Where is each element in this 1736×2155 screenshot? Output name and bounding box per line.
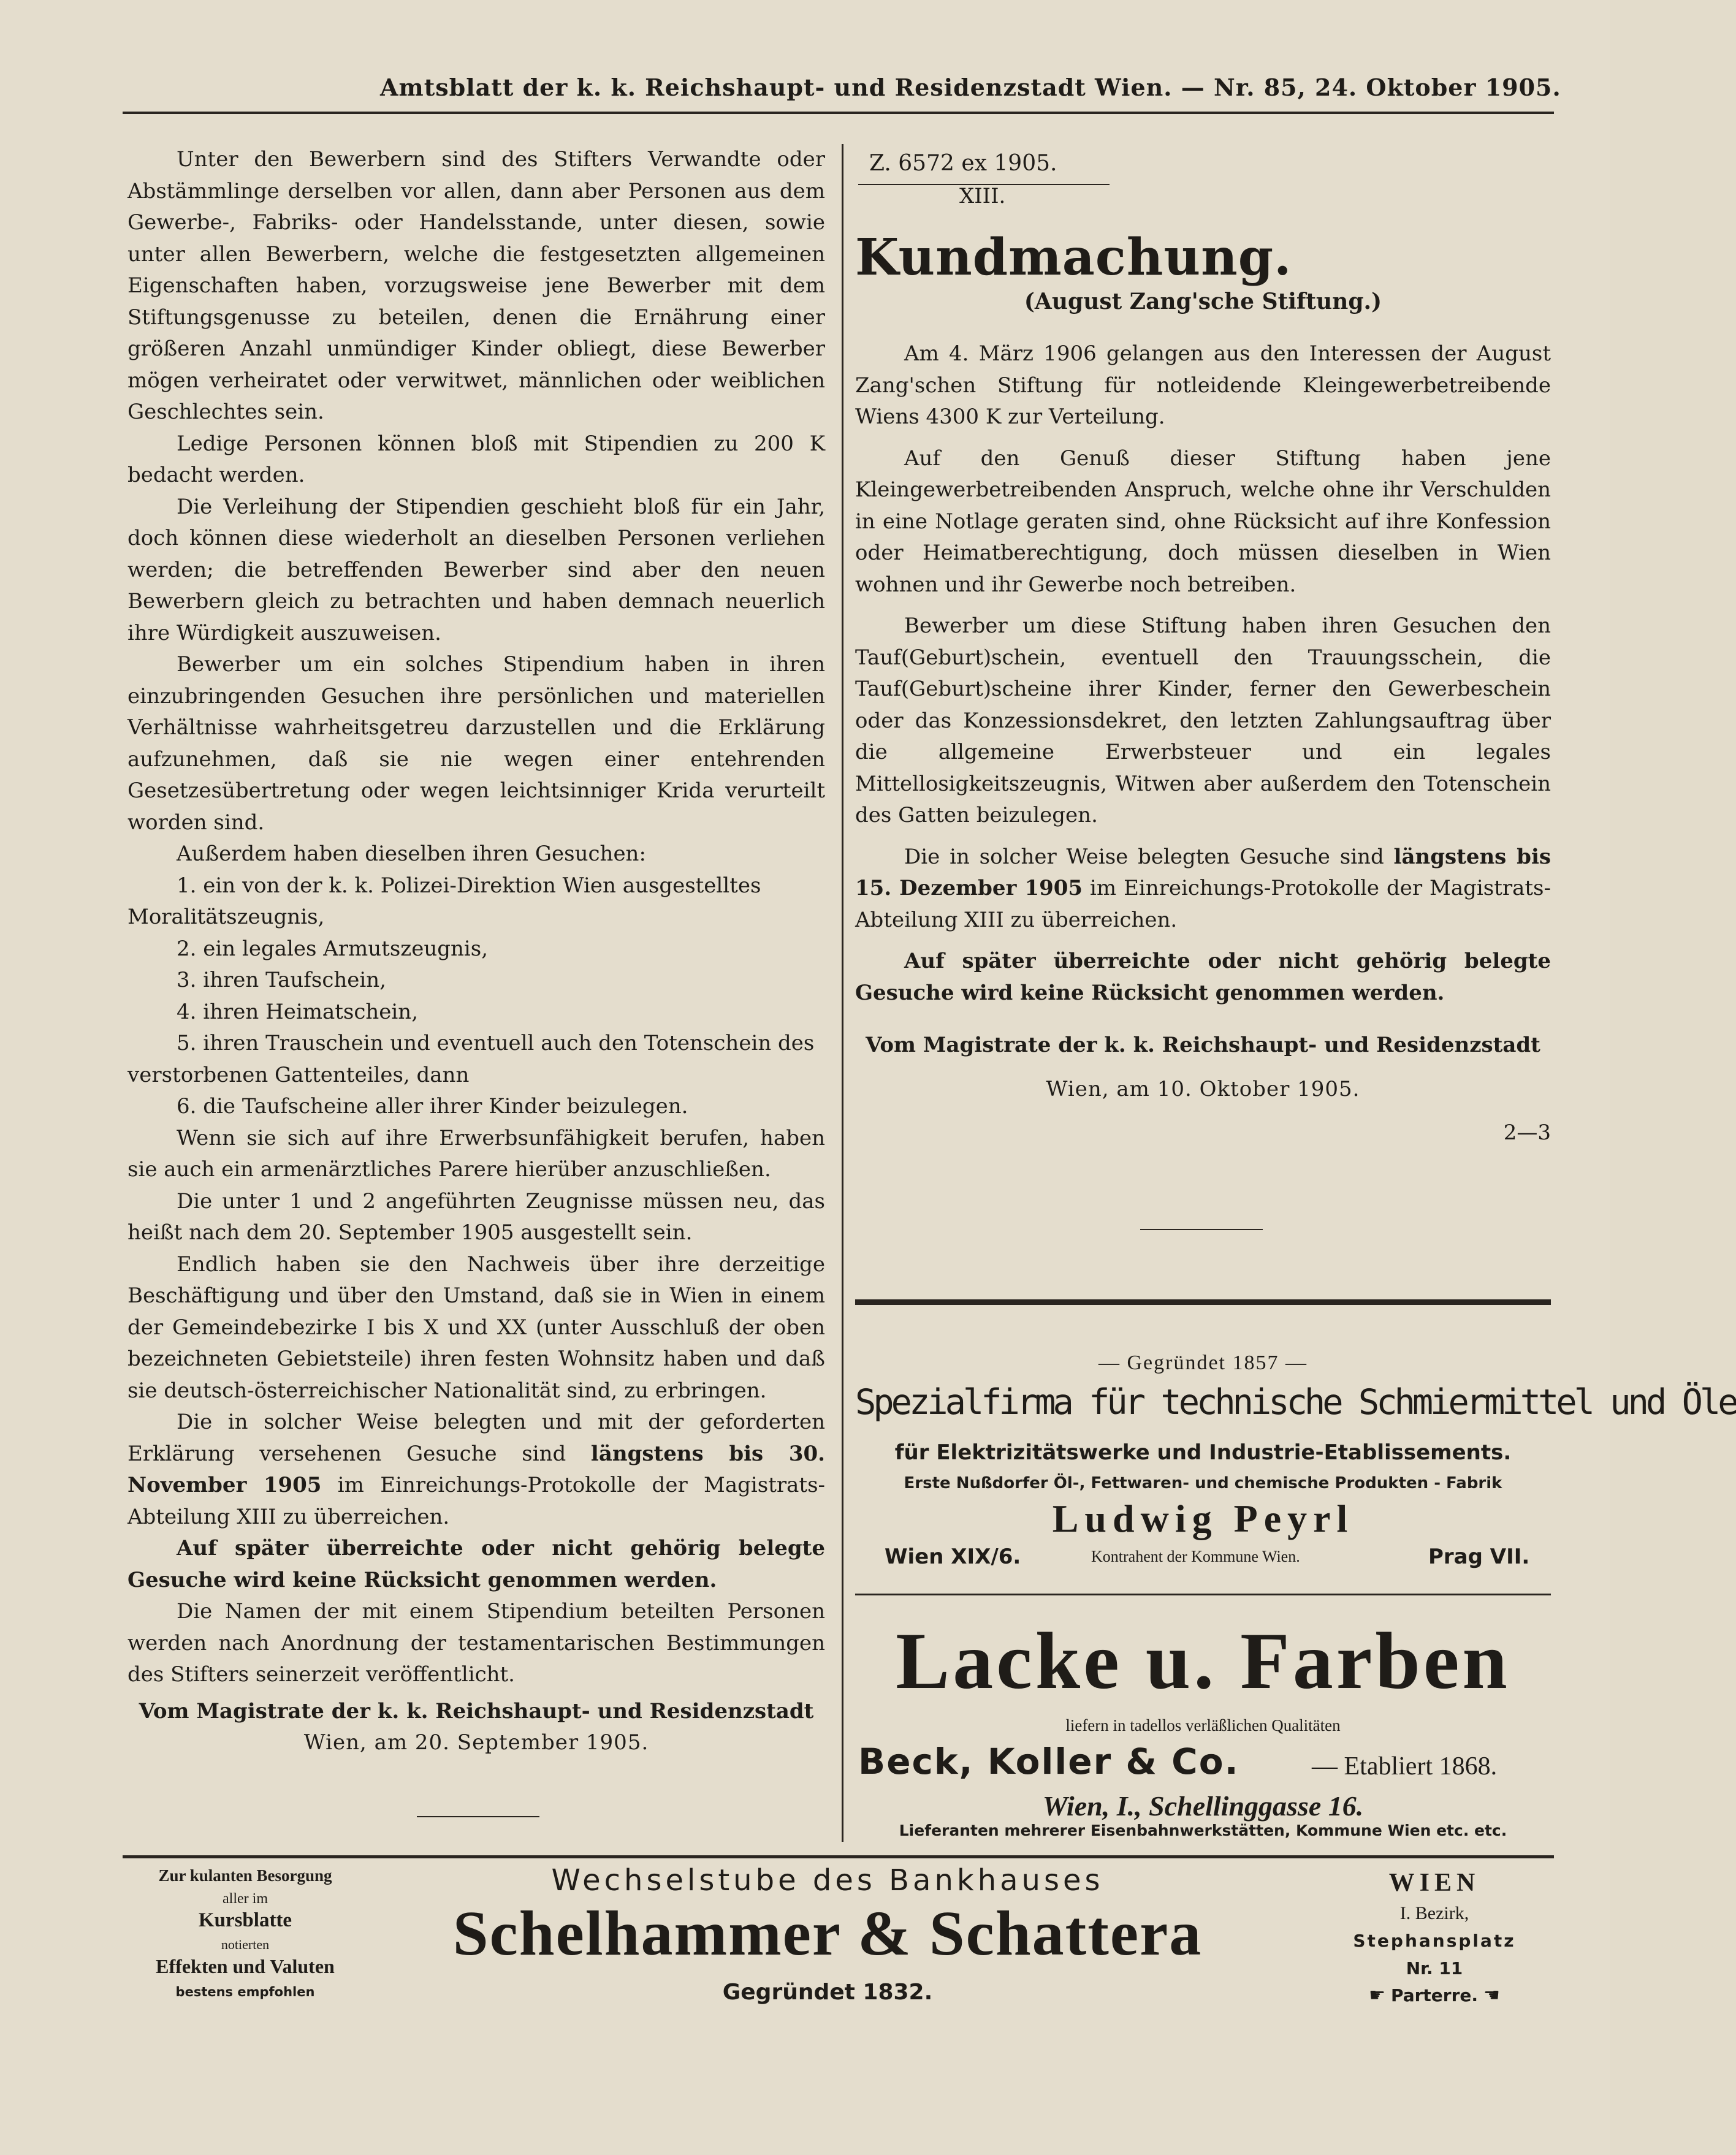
right-deadline-date: längstens bis 15. Dezember 1905 [855, 844, 1551, 900]
ad1-company-line: Erste Nußdorfer Öl-, Fettwaren- und chemische Produkten - Fabrik [904, 1474, 1502, 1492]
ad3-left-line6: bestens empfohlen [175, 1985, 315, 1999]
ad2-established: — Etabliert 1868. [1312, 1752, 1498, 1781]
deadline-text: Die in solcher Weise belegten und mit der geforderten Erklärung versehenen Gesuche sind [128, 1410, 825, 1466]
ad2-headline: Lacke u. Farben [896, 1616, 1510, 1706]
left-paragraph: Endlich haben sie den Nachweis über ihre derzeitige Beschäftigung und über den Umstand, daß sie in Wien in einem der Gemeindebezirke I bis X und XX (unter Ausschluß der oben bezeichneten Gebietsteile) ihren festen Wohnsitz haben und daß sie deutsch-österreichischer Nationalität sind, zu erbringen. [128, 1252, 825, 1403]
left-column [128, 144, 825, 1759]
deadline-text-end: im Einreichungs-Protokolle der Magistrats-Abteilung XIII zu überreichen. [128, 1473, 826, 1529]
pointing-hand-icon: ☚ [1483, 1985, 1500, 2006]
ad3-left-line2: aller im [223, 1891, 268, 1907]
right-paragraph: Bewerber um diese Stiftung haben ihren Gesuchen den Tauf(Geburt)schein, eventuell den Trauungsschein, die Tauf(Geburt)scheine ihrer Kinder, ferner den Gewerbeschein oder das Konzessionsdekret, den letzten Zahlungsauftrag über die allgemeine Erwerbsteuer und ein legales Mittellosigkeitszeugnis, Witwen aber außerdem den Totenschein des Gatten beizulegen. [855, 614, 1551, 827]
ad1-name: Ludwig Peyrl [1052, 1497, 1354, 1540]
ad-section-rule [855, 1299, 1551, 1305]
left-end-rule [417, 1816, 539, 1817]
ad2-company: Beck, Koller & Co. [858, 1741, 1239, 1782]
reference-number: Z. 6572 ex 1905. [869, 151, 1057, 176]
ad2-address: Wien, I., Schellinggasse 16. [1042, 1790, 1364, 1822]
magistrate-signature: Vom Magistrate der k. k. Reichshaupt- und Residenzstadt [139, 1698, 814, 1724]
left-paragraph: Die Namen der mit einem Stipendium beteilten Personen werden nach Anordnung der testamentarischen Bestimmungen des Stifters seinerzeit veröffentlicht. [128, 1599, 825, 1687]
list-item: 6. die Taufscheine aller ihrer Kinder beizulegen. [177, 1094, 688, 1119]
ad3-right-line2: I. Bezirk, [1399, 1903, 1469, 1923]
right-deadline-text: Die in solcher Weise belegten Gesuche sind [904, 844, 1394, 869]
left-paragraph: Bewerber um ein solches Stipendium haben in ihren einzubringenden Gesuchen ihre persönlichen und materiellen Verhältnisse wahrheitsgetreu darzustellen und die Erklärung aufzunehmen, daß sie nie wegen einer entehrenden Gesetzesübertretung oder wegen leichtsinniger Krida verurteilt worden sind. [128, 652, 825, 835]
ad1-location-right: Prag VII. [1428, 1545, 1530, 1569]
ad3-left-line5: Effekten und Valuten [156, 1955, 335, 1977]
ad2-subline: liefern in tadellos verläßlichen Qualitäten [1065, 1716, 1341, 1735]
ad3-right-line3: Stephansplatz [1353, 1931, 1516, 1951]
ad1-location-left: Wien XIX/6. [885, 1545, 1021, 1569]
left-date: Wien, am 20. September 1905. [303, 1730, 649, 1755]
ad3-top-line: Wechselstube des Bankhauses [551, 1863, 1104, 1898]
document-list [128, 870, 825, 1123]
right-paragraph: Auf den Genuß dieser Stiftung haben jene Kleingewerbetreibenden Anspruch, welche ohne ihr Verschulden in eine Notlage geraten sind, ohne Rücksicht auf ihre Konfession oder Heimatberechtigung, doch müssen dieselben in Wien wohnen und ihr Gewerbe noch betreiben. [855, 446, 1551, 597]
page-header: Amtsblatt der k. k. Reichshaupt- und Residenzstadt Wien. — Nr. 85, 24. Oktober 1905. [380, 74, 1561, 101]
left-paragraph: Ledige Personen können bloß mit Stipendien zu 200 K bedacht werden. [128, 431, 825, 487]
right-paragraph: Am 4. März 1906 gelangen aus den Interessen der August Zang'schen Stiftung für notleidende Kleingewerbetreibende Wiens 4300 K zur Verteilung. [855, 341, 1551, 429]
pointing-hand-icon: ☛ [1369, 1985, 1386, 2006]
right-deadline-text-end: im Einreichungs-Protokolle der Magistrats-Abteilung XIII zu überreichen. [855, 876, 1551, 932]
ad1-rule [855, 1594, 1551, 1595]
notice-title: Kundmachung. [855, 228, 1292, 287]
deadline-paragraph [128, 1407, 825, 1533]
ad1-founded: — Gegründet 1857 — [1098, 1351, 1308, 1374]
left-paragraph: Die unter 1 und 2 angeführten Zeugnisse müssen neu, das heißt nach dem 20. September 1905 ausgestellt sein. [128, 1188, 825, 1245]
ad3-founded: Gegründet 1832. [722, 1980, 933, 2005]
header-rule [123, 112, 1554, 114]
left-paragraph: Wenn sie sich auf ihre Erwerbsunfähigkeit berufen, haben sie auch ein armenärztliches Parere hierüber anzuschließen. [128, 1125, 825, 1182]
column-divider [842, 144, 843, 1842]
list-item: 5. ihren Trauschein und eventuell auch den Totenschein des verstorbenen Gattenteiles, dann [128, 1031, 815, 1087]
ad1-subline: für Elektrizitätswerke und Industrie-Etablissements. [894, 1440, 1512, 1465]
ad1-headline: Spezialfirma für technische Schmiermittel und Öle [855, 1382, 1736, 1423]
warning-text: Auf später überreichte oder nicht gehörig belegte Gesuche wird keine Rücksicht genommen werden. [128, 1536, 825, 1592]
bottom-rule-top [123, 1855, 1554, 1858]
ad3-right-line4: Nr. 11 [1406, 1958, 1463, 1978]
right-warning-text: Auf später überreichte oder nicht gehörig belegte Gesuche wird keine Rücksicht genommen werden. [855, 949, 1551, 1005]
left-paragraph: Unter den Bewerbern sind des Stifters Verwandte oder Abstämmlinge derselben vor allen, dann aber Personen aus dem Gewerbe-, Fabriks- oder Handelsstande, unter diesen, sowie unter allen Bewerbern, welche die festgesetzten allgemeinen Eigenschaften haben, vorzugsweise jene Bewerber mit dem Stiftungsgenusse zu beteilen, denen die Ernährung einer größeren Anzahl unmündiger Kinder obliegt, diese Bewerber mögen verheiratet oder verwitwet, männlichen oder weiblichen Geschlechtes sein. [128, 147, 825, 424]
right-deadline-paragraph [855, 842, 1551, 937]
department: XIII. [959, 184, 1006, 208]
ad3-left-line4: notierten [221, 1937, 270, 1952]
ad1-contractor: Kontrahent der Kommune Wien. [1091, 1548, 1300, 1565]
notice-number: 2—3 [1503, 1120, 1551, 1145]
list-item: 3. ihren Taufschein, [177, 968, 386, 992]
left-paragraph: Die Verleihung der Stipendien geschieht bloß für ein Jahr, doch können diese wiederholt an dieselben Personen verliehen werden; die betreffenden Bewerber sind aber den neuen Bewerbern gleich zu betrachten und haben demnach neuerlich ihre Würdigkeit auszuweisen. [128, 494, 825, 645]
ad3-right-line5: Parterre. [1390, 1985, 1479, 2005]
ad3-right-line1: WIEN [1388, 1869, 1480, 1897]
ad3-bank-name: Schelhammer & Schattera [452, 1898, 1203, 1969]
ad3-right-line5-wrap [1318, 1985, 1551, 2006]
right-magistrate-signature: Vom Magistrate der k. k. Reichshaupt- und Residenzstadt [866, 1033, 1540, 1057]
right-column [855, 228, 1551, 1149]
notice-subtitle: (August Zang'sche Stiftung.) [1024, 288, 1382, 314]
list-item: 2. ein legales Armutszeugnis, [177, 936, 489, 961]
ad3-left-line1: Zur kulanten Besorgung [158, 1866, 332, 1885]
ad3-left-line3: Kursblatte [198, 1909, 292, 1931]
left-paragraph: Außerdem haben dieselben ihren Gesuchen: [177, 842, 646, 866]
ad2-footer: Lieferanten mehrerer Eisenbahnwerkstätten, Kommune Wien etc. etc. [899, 1822, 1507, 1839]
list-item: 4. ihren Heimatschein, [177, 999, 419, 1024]
list-item: 1. ein von der k. k. Polizei-Direktion Wien ausgestelltes Moralitätszeugnis, [128, 873, 761, 929]
right-end-rule [1140, 1229, 1263, 1230]
right-date: Wien, am 10. Oktober 1905. [1046, 1076, 1360, 1101]
deadline-date: längstens bis 30. November 1905 [128, 1441, 826, 1497]
